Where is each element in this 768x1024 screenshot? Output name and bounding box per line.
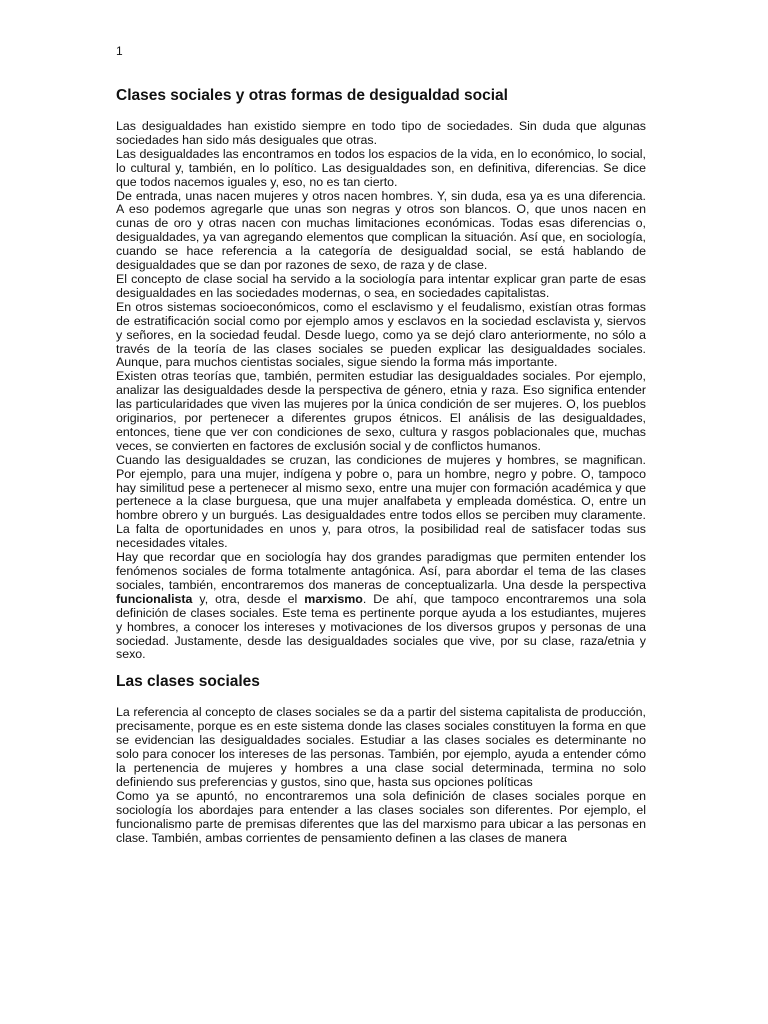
- section-intro: [116, 120, 646, 662]
- paragraph: En otros sistemas socioeconómicos, como el esclavismo y el feudalismo, existían otras formas de estratificación social como por ejemplo amos y esclavos en la sociedad esclavista y, siervos y señores, en la sociedad feudal. Desde luego, como ya se dejó claro anteriormente, no sólo a través de la teoría de las clases sociales se pueden explicar las desigualdades sociales. Aunque, para muchos cientistas sociales, sigue siendo la forma más importante.: [116, 299, 646, 370]
- section-heading: Las clases sociales: [116, 673, 260, 691]
- text-run: . De ahí, que tampoco encontraremos una sola definición de clases sociales. Este tema es pertinente porque ayuda a los estudiantes, mujeres y hombres, a conocer los intereses y motivaciones de los diversos grupos y personas de una sociedad. Justamente, desde las desigualdades sociales que vive, por su clase, raza/etnia y sexo.: [116, 591, 646, 662]
- section-clases-sociales: [116, 706, 646, 845]
- bold-term-funcionalista: funcionalista: [116, 591, 193, 606]
- bold-term-marxismo: marxismo: [304, 591, 363, 606]
- paragraph: Como ya se apuntó, no encontraremos una sola definición de clases sociales porque en sociología los abordajes para entender a las clases sociales son diferentes. Por ejemplo, el funcionalismo parte de premisas diferentes que las del marxismo para ubicar a las personas en clase. También, ambas corrientes de pensamiento definen a las clases de manera: [116, 788, 646, 845]
- paragraph: Las desigualdades las encontramos en todos los espacios de la vida, en lo económico, lo social, lo cultural y, también, en lo político. Las desigualdades son, en definitiva, diferencias. Se dice que todos nacemos iguales y, eso, no es tan cierto.: [116, 146, 646, 189]
- paragraph: La referencia al concepto de clases sociales se da a partir del sistema capitalista de producción, precisamente, porque es en este sistema donde las clases sociales constituyen la forma en que se evidencian las desigualdades sociales. Estudiar a las clases sociales es determinante no solo para conocer los intereses de las personas. También, por ejemplo, ayuda a entender cómo la pertenencia de mujeres y hombres a una clase social determinada, termina no solo definiendo sus preferencias y gustos, sino que, hasta sus opciones políticas: [116, 705, 646, 789]
- paragraph-paradigms: [116, 551, 646, 662]
- paragraph: Las desigualdades han existido siempre en todo tipo de sociedades. Sin duda que algunas sociedades han sido más desiguales que otras.: [116, 119, 646, 147]
- text-run: Hay que recordar que en sociología hay dos grandes paradigmas que permiten entender los fenómenos sociales de forma totalmente antagónica. Así, para abordar el tema de las clases sociales, también, encontraremos dos maneras de conceptualizarla. Una desde la perspectiva: [116, 550, 646, 592]
- paragraph: Existen otras teorías que, también, permiten estudiar las desigualdades sociales. Por ejemplo, analizar las desigualdades desde la perspectiva de género, etnia y raza. Eso significa entender las particularidades que viven las mujeres por la única condición de ser mujeres. O, los pueblos originarios, por pertenecer a diferentes grupos étnicos. El análisis de las desigualdades, entonces, tiene que ver con condiciones de sexo, cultura y rasgos poblacionales que, muchas veces, se convierten en factores de exclusión social y de conflictos humanos.: [116, 369, 646, 453]
- document-title: Clases sociales y otras formas de desigualdad social: [116, 87, 508, 104]
- page-number: 1: [116, 44, 123, 58]
- text-run: y, otra, desde el: [192, 591, 305, 606]
- document-body: [116, 86, 646, 845]
- paragraph: Cuando las desigualdades se cruzan, las condiciones de mujeres y hombres, se magnifican. Por ejemplo, para una mujer, indígena y pobre o, para un hombre, negro y pobre. O, tampoco hay similitud pese a pertenecer al mismo sexo, entre una mujer con formación académica y que pertenece a la clase burguesa, que una mujer analfabeta y empleada doméstica. O, entre un hombre obrero y un burgués. Las desigualdades entre todos ellos se perciben muy claramente. La falta de oportunidades en unos y, para otros, la posibilidad real de satisfacer todas sus necesidades vitales.: [116, 452, 646, 551]
- paragraph: El concepto de clase social ha servido a la sociología para intentar explicar gran parte de esas desigualdades en las sociedades modernas, o sea, en sociedades capitalistas.: [116, 271, 646, 300]
- paragraph: De entrada, unas nacen mujeres y otros nacen hombres. Y, sin duda, esa ya es una diferencia. A eso podemos agregarle que unas son negras y otros son blancos. O, que unos nacen en cunas de oro y otras nacen con muchas limitaciones económicas. Todas esas diferencias o, desigualdades, ya van agregando elementos que complican la situación. Así que, en sociología, cuando se hace referencia a la categoría de desigualdad social, se está hablando de desigualdades que se dan por razones de sexo, de raza y de clase.: [116, 188, 646, 273]
